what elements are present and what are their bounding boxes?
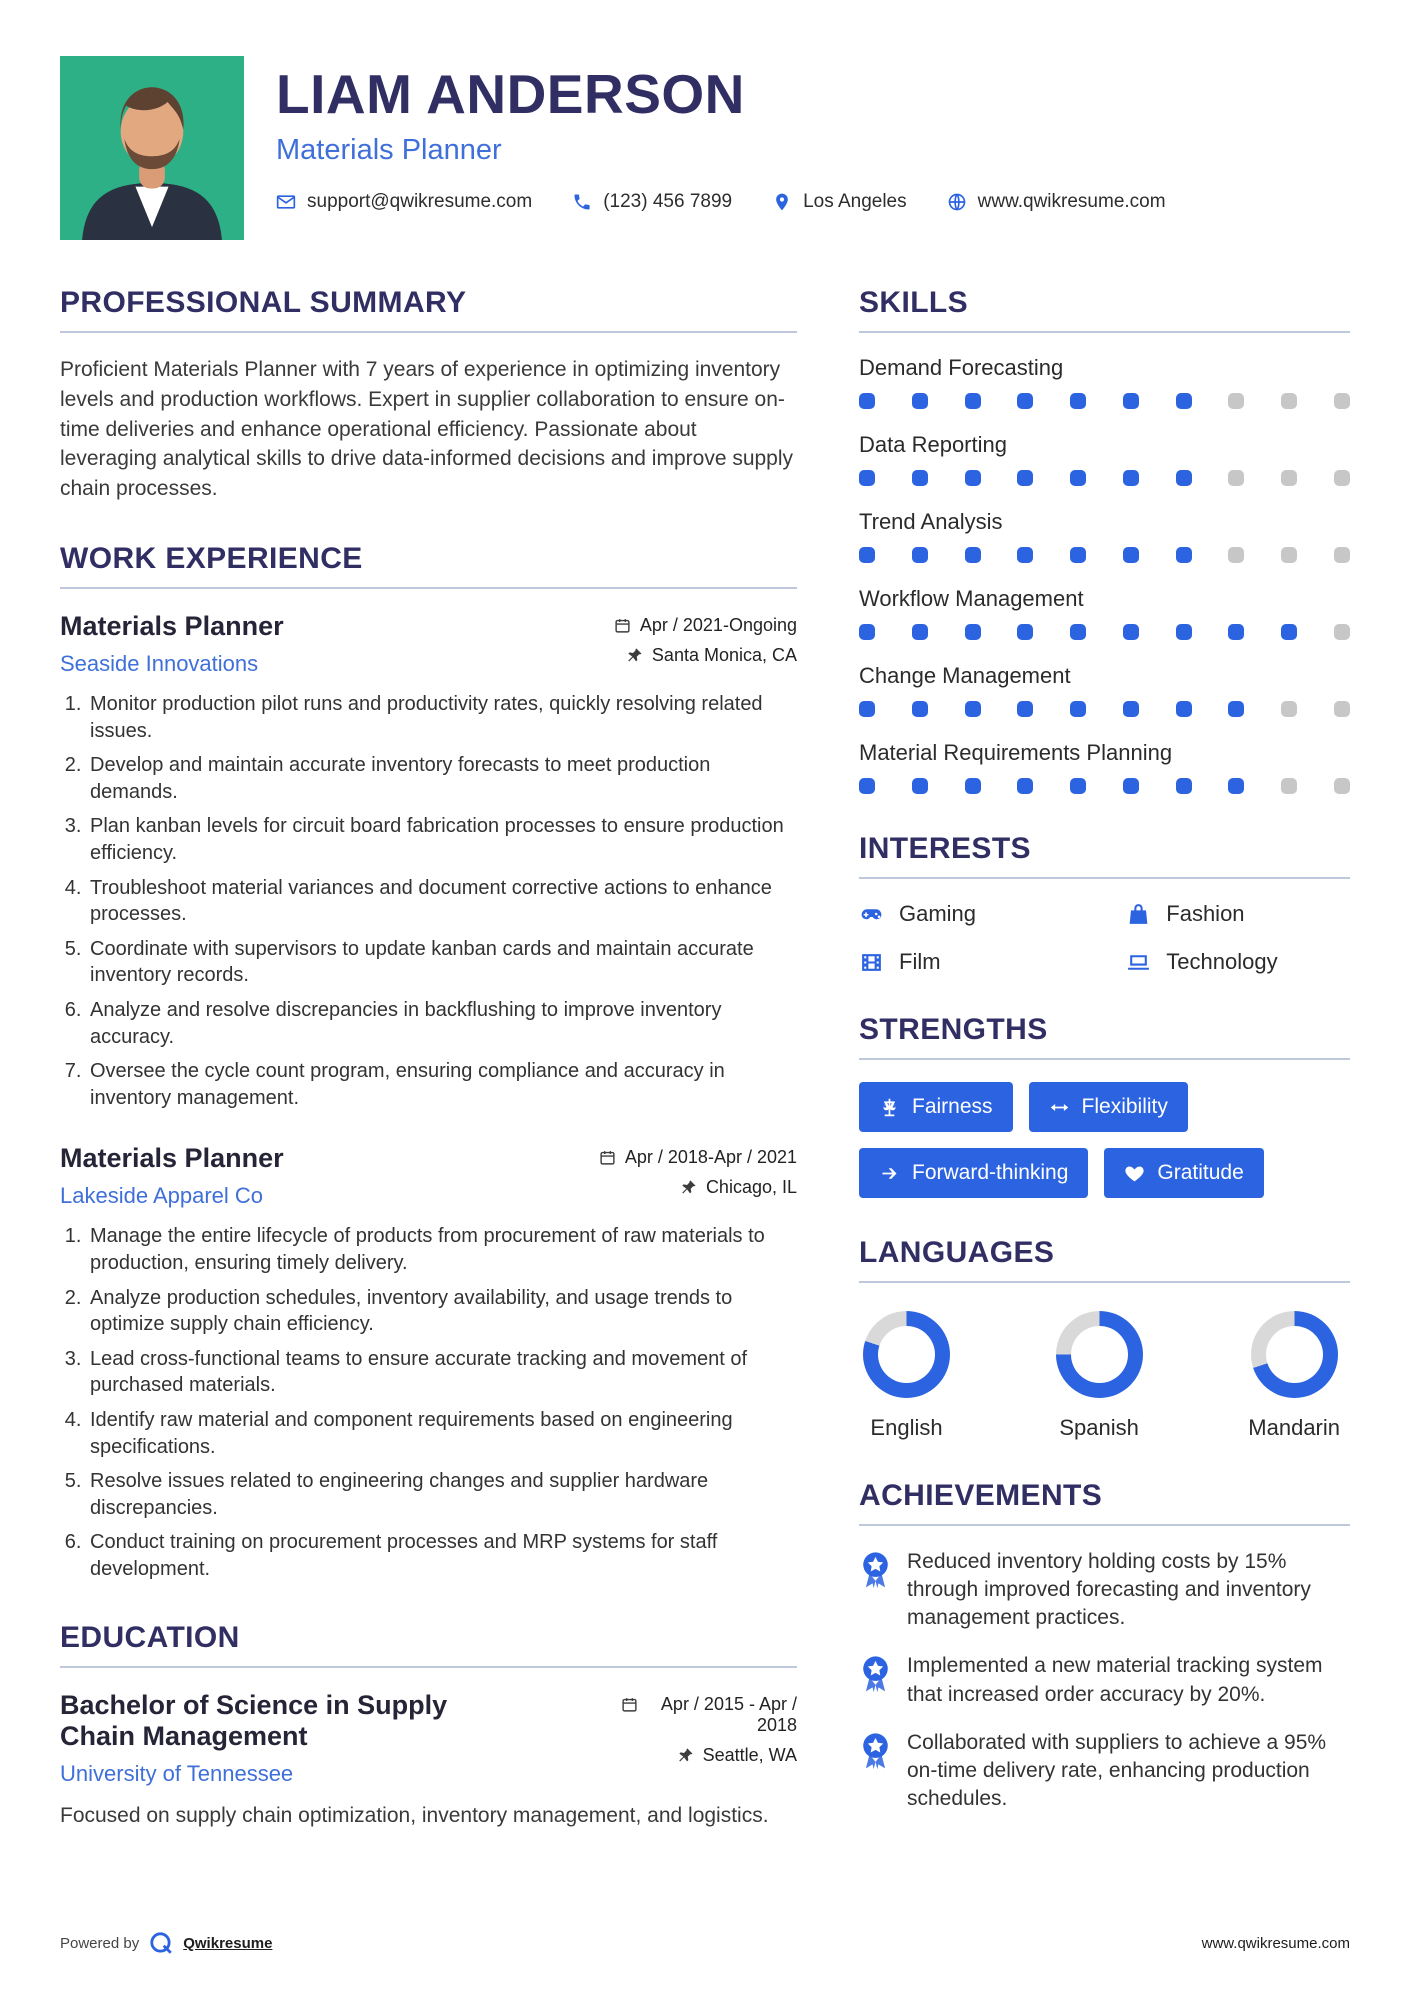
- skill-name: Demand Forecasting: [859, 355, 1064, 380]
- company-link[interactable]: Lakeside Apparel Co: [60, 1183, 264, 1209]
- work-heading: WORK EXPERIENCE: [60, 542, 797, 589]
- job-bullet: 3. Plan kanban levels for circuit board fabrication processes to ensure production efficiency.: [87, 813, 797, 866]
- skill-name: Change Management: [859, 663, 1071, 688]
- language-item: [863, 1311, 950, 1441]
- skill-dot: [859, 701, 875, 717]
- school-link[interactable]: University of Tennessee: [60, 1760, 294, 1786]
- skill-dot: [1176, 393, 1192, 409]
- left-column: [60, 286, 797, 1868]
- skill-dot: [1176, 701, 1192, 717]
- education-header: [60, 1690, 797, 1787]
- skill-rating: [859, 778, 1350, 794]
- skill-dot: [1017, 778, 1033, 794]
- strengths-heading: STRENGTHS: [859, 1013, 1350, 1060]
- language-item: [1248, 1311, 1340, 1441]
- skill-dot: [1017, 393, 1033, 409]
- skill-dot: [859, 778, 875, 794]
- powered-by-label: Powered by: [60, 1934, 140, 1952]
- skill-dot: [965, 393, 981, 409]
- language-donut: [1056, 1311, 1143, 1398]
- achievement-list: [859, 1548, 1350, 1813]
- candidate-title: Materials Planner: [276, 134, 502, 166]
- skill-dot: [1228, 778, 1244, 794]
- calendar-icon: [614, 617, 631, 634]
- strength-flexibility: [1029, 1082, 1188, 1132]
- skill-name: Trend Analysis: [859, 509, 1003, 534]
- job-list: [60, 611, 797, 1582]
- skill-rating: [859, 393, 1350, 409]
- skill-item: [859, 432, 1350, 486]
- award-badge-icon: [859, 1731, 892, 1771]
- skill-dot: [1228, 470, 1244, 486]
- footer-website[interactable]: www.qwikresume.com: [1201, 1934, 1350, 1952]
- skill-dot: [912, 547, 928, 563]
- interest-label: Fashion: [1166, 901, 1245, 926]
- interest-gaming: [859, 901, 1116, 927]
- job-meta-block: [614, 611, 797, 677]
- job-title: Materials Planner: [60, 611, 284, 642]
- job-location-text: Chicago, IL: [705, 1177, 797, 1198]
- location-text: Los Angeles: [803, 191, 907, 212]
- job-bullet: 3. Lead cross-functional teams to ensure accurate tracking and movement of purchased materials.: [87, 1346, 797, 1399]
- heart-icon: [1124, 1163, 1145, 1184]
- interest-fashion: [1126, 901, 1350, 927]
- interest-label: Gaming: [899, 901, 977, 926]
- skill-list: [859, 355, 1350, 794]
- job-bullet-list: [60, 691, 797, 1111]
- section-languages: [859, 1236, 1350, 1441]
- job-dates-text: Apr / 2021-Ongoing: [639, 615, 797, 636]
- skill-dot: [1123, 470, 1139, 486]
- interest-label: Technology: [1166, 949, 1278, 974]
- job-bullet: 5. Coordinate with supervisors to update kanban cards and maintain accurate inventory records.: [87, 936, 797, 989]
- job-header: [60, 1143, 797, 1209]
- skill-dot: [1070, 701, 1086, 717]
- company-link[interactable]: Seaside Innovations: [60, 651, 259, 677]
- education-description: Focused on supply chain optimization, inventory management, and logistics.: [60, 1803, 769, 1827]
- interest-technology: [1126, 949, 1350, 975]
- degree-title: Bachelor of Science in Supply Chain Management: [60, 1689, 448, 1751]
- skill-dot: [912, 624, 928, 640]
- skill-dot: [1017, 624, 1033, 640]
- skill-dot: [912, 701, 928, 717]
- strength-label: Forward-thinking: [912, 1161, 1069, 1184]
- skill-name: Material Requirements Planning: [859, 740, 1173, 765]
- skill-dot: [1070, 778, 1086, 794]
- achievement-text: Reduced inventory holding costs by 15% through improved forecasting and inventory management practices.: [907, 1550, 1311, 1630]
- job-location: [614, 645, 797, 666]
- skill-dot: [1281, 624, 1297, 640]
- skill-name: Workflow Management: [859, 586, 1084, 611]
- education-meta-block: [621, 1690, 797, 1787]
- strength-fairness: [859, 1082, 1013, 1132]
- avatar: [60, 56, 244, 240]
- skill-dot: [1281, 547, 1297, 563]
- job-bullet: 6. Analyze and resolve discrepancies in backflushing to improve inventory accuracy.: [87, 997, 797, 1050]
- job-dates-text: Apr / 2018-Apr / 2021: [624, 1147, 797, 1168]
- pushpin-icon: [626, 647, 643, 664]
- strength-label: Flexibility: [1081, 1095, 1168, 1118]
- section-education: [60, 1621, 797, 1830]
- interest-grid: [859, 901, 1350, 975]
- qwikresume-logo-icon: [148, 1930, 174, 1956]
- arrow-right-icon: [879, 1163, 900, 1184]
- skill-dot: [1281, 393, 1297, 409]
- skill-dot: [1176, 470, 1192, 486]
- skill-dot: [965, 547, 981, 563]
- section-work-experience: [60, 542, 797, 1582]
- job-location-text: Santa Monica, CA: [651, 645, 797, 666]
- arrows-left-right-icon: [1049, 1097, 1070, 1118]
- skill-dot: [1070, 393, 1086, 409]
- skill-dot: [1334, 547, 1350, 563]
- contact-email[interactable]: [276, 191, 532, 213]
- header-info: [276, 56, 1166, 240]
- email-icon: [276, 192, 296, 212]
- job-bullet: 2. Analyze production schedules, inventory availability, and usage trends to optimize supply chain efficiency.: [87, 1285, 797, 1338]
- job-meta-block: [599, 1143, 797, 1209]
- skill-item: [859, 586, 1350, 640]
- job-bullet: 4. Troubleshoot material variances and document corrective actions to enhance processes.: [87, 875, 797, 928]
- achievement-text: Implemented a new material tracking system that increased order accuracy by 20%.: [907, 1654, 1323, 1706]
- website-text: www.qwikresume.com: [977, 191, 1166, 212]
- skill-item: [859, 740, 1350, 794]
- right-column: [859, 286, 1350, 1851]
- job-header: [60, 611, 797, 677]
- skill-dot: [912, 470, 928, 486]
- job-title-block: [60, 1143, 284, 1209]
- job-bullet: 5. Resolve issues related to engineering changes and supplier hardware discrepancies.: [87, 1468, 797, 1521]
- education-title-block: [60, 1690, 490, 1787]
- skill-name: Data Reporting: [859, 432, 1007, 457]
- skill-item: [859, 355, 1350, 409]
- skill-dot: [1123, 778, 1139, 794]
- skill-dot: [1228, 701, 1244, 717]
- skill-rating: [859, 624, 1350, 640]
- skill-dot: [1017, 547, 1033, 563]
- skill-dot: [912, 778, 928, 794]
- pushpin-icon: [680, 1179, 697, 1196]
- skill-dot: [859, 547, 875, 563]
- skill-item: [859, 663, 1350, 717]
- content-columns: [60, 286, 1350, 1930]
- language-donut: [1251, 1311, 1338, 1398]
- skill-dot: [1017, 701, 1033, 717]
- job-bullet: 1. Manage the entire lifecycle of products from procurement of raw materials to production, ensuring timely delivery.: [87, 1223, 797, 1276]
- calendar-icon: [599, 1149, 616, 1166]
- skill-dot: [1228, 393, 1244, 409]
- strength-label: Fairness: [912, 1095, 993, 1118]
- section-strengths: [859, 1013, 1350, 1198]
- language-label: English: [870, 1415, 943, 1440]
- skill-dot: [912, 393, 928, 409]
- section-achievements: [859, 1479, 1350, 1813]
- education-location: [621, 1745, 797, 1766]
- job-bullet: 1. Monitor production pilot runs and productivity rates, quickly resolving related issues.: [87, 691, 797, 744]
- education-dates: [621, 1694, 797, 1736]
- achievement-item: [859, 1729, 1350, 1813]
- skill-dot: [1334, 393, 1350, 409]
- education-location-text: Seattle, WA: [702, 1744, 797, 1765]
- skill-dot: [1176, 624, 1192, 640]
- award-badge-icon: [859, 1550, 892, 1590]
- job-bullet: 6. Conduct training on procurement processes and MRP systems for staff development.: [87, 1529, 797, 1582]
- skill-dot: [1123, 624, 1139, 640]
- calendar-icon: [621, 1696, 638, 1713]
- strength-chips: [859, 1082, 1350, 1198]
- summary-text: Proficient Materials Planner with 7 years of experience in optimizing inventory levels and production workflows. Expert in supplier collaboration to ensure on-time deliveries and enhance operational efficiency. Passionate about leveraging analytical skills to drive data-informed decisions and improve supply chain processes.: [60, 358, 794, 501]
- contact-phone[interactable]: [572, 191, 732, 213]
- skill-dot: [1070, 624, 1086, 640]
- phone-text: (123) 456 7899: [603, 191, 733, 212]
- skill-dot: [1123, 547, 1139, 563]
- job-bullet: 2. Develop and maintain accurate inventory forecasts to meet production demands.: [87, 752, 797, 805]
- strength-label: Gratitude: [1157, 1161, 1244, 1184]
- job-title-block: [60, 611, 284, 677]
- skill-dot: [1070, 547, 1086, 563]
- skill-dot: [1017, 470, 1033, 486]
- achievements-heading: ACHIEVEMENTS: [859, 1479, 1350, 1526]
- pushpin-icon: [677, 1747, 694, 1764]
- skill-dot: [1334, 470, 1350, 486]
- skill-dot: [965, 778, 981, 794]
- skill-dot: [1123, 393, 1139, 409]
- job-entry: [60, 1143, 797, 1582]
- profile-photo: [60, 56, 244, 240]
- interest-film: [859, 949, 1116, 975]
- section-professional-summary: [60, 286, 797, 504]
- interests-heading: INTERESTS: [859, 832, 1350, 879]
- skill-dot: [859, 470, 875, 486]
- contact-website[interactable]: [947, 191, 1166, 213]
- job-bullet: 4. Identify raw material and component requirements based on engineering specifications.: [87, 1407, 797, 1460]
- interest-label: Film: [899, 949, 941, 974]
- strength-gratitude: [1104, 1148, 1263, 1198]
- achievement-text: Collaborated with suppliers to achieve a 95% on-time delivery rate, enhancing production schedules.: [907, 1730, 1327, 1810]
- skill-dot: [1281, 701, 1297, 717]
- achievement-item: [859, 1548, 1350, 1632]
- candidate-name: LIAM ANDERSON: [276, 63, 745, 125]
- award-badge-icon: [859, 1654, 892, 1694]
- skill-dot: [1123, 701, 1139, 717]
- language-label: Mandarin: [1248, 1415, 1340, 1440]
- contact-row: [276, 191, 1166, 213]
- skill-dot: [1228, 624, 1244, 640]
- languages-heading: LANGUAGES: [859, 1236, 1350, 1283]
- phone-icon: [572, 192, 592, 212]
- laptop-icon: [1126, 950, 1151, 975]
- film-icon: [859, 950, 884, 975]
- job-entry: [60, 611, 797, 1111]
- skill-dot: [1070, 470, 1086, 486]
- skill-dot: [965, 701, 981, 717]
- skill-dot: [1334, 701, 1350, 717]
- powered-by: [60, 1930, 272, 1956]
- skills-heading: SKILLS: [859, 286, 1350, 333]
- skill-dot: [859, 393, 875, 409]
- education-dates-text: Apr / 2015 - Apr / 2018: [660, 1693, 797, 1735]
- skill-dot: [1334, 624, 1350, 640]
- education-heading: EDUCATION: [60, 1621, 797, 1668]
- summary-heading: PROFESSIONAL SUMMARY: [60, 286, 797, 333]
- job-title: Materials Planner: [60, 1143, 284, 1174]
- skill-rating: [859, 547, 1350, 563]
- skill-rating: [859, 701, 1350, 717]
- language-label: Spanish: [1059, 1415, 1139, 1440]
- job-dates: [614, 615, 797, 636]
- header: [60, 56, 1350, 240]
- brand-link[interactable]: Qwikresume: [183, 1934, 273, 1952]
- gamepad-icon: [859, 902, 884, 927]
- map-pin-icon: [772, 192, 792, 212]
- language-item: [1056, 1311, 1143, 1441]
- skill-dot: [859, 624, 875, 640]
- job-dates: [599, 1147, 797, 1168]
- email-text: support@qwikresume.com: [307, 191, 533, 212]
- job-location: [599, 1177, 797, 1198]
- section-interests: [859, 832, 1350, 975]
- skill-item: [859, 509, 1350, 563]
- section-skills: [859, 286, 1350, 794]
- language-donut: [863, 1311, 950, 1398]
- skill-dot: [965, 470, 981, 486]
- page-footer: [60, 1930, 1350, 1956]
- skill-dot: [965, 624, 981, 640]
- job-bullet-list: [60, 1223, 797, 1582]
- globe-icon: [947, 192, 967, 212]
- shopping-bag-icon: [1126, 902, 1151, 927]
- skill-dot: [1334, 778, 1350, 794]
- skill-dot: [1281, 778, 1297, 794]
- scales-icon: [879, 1097, 900, 1118]
- skill-dot: [1176, 778, 1192, 794]
- job-bullet: 7. Oversee the cycle count program, ensuring compliance and accuracy in inventory management.: [87, 1058, 797, 1111]
- skill-dot: [1228, 547, 1244, 563]
- contact-location[interactable]: [772, 191, 907, 213]
- skill-dot: [1281, 470, 1297, 486]
- skill-rating: [859, 470, 1350, 486]
- skill-dot: [1176, 547, 1192, 563]
- strength-forward-thinking: [859, 1148, 1088, 1198]
- language-list: [859, 1305, 1350, 1441]
- achievement-item: [859, 1652, 1350, 1708]
